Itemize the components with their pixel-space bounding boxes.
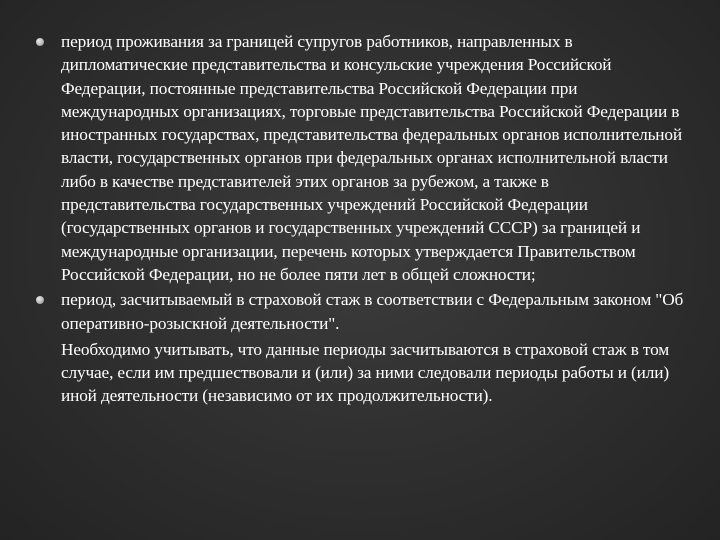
bullet-text: период проживания за границей супругов работников, направленных в дипломатические представительства и консульские учреждения Российской Федерации, постоянные представительства Российской Федерации при международных организациях, торговые представительства Российской Федерации в иностранных государствах, представительства федеральных органов исполнительной власти, государственных органов при федеральных органах исполнительной власти либо в качестве представителей этих органов за рубежом, а также в представительства государственных учреждений Российской Федерации (государственных органов и государственных учреждений СССР) за границей и международные организации, перечень которых утверждается Правительством Российской Федерации, но не более пяти лет в общей сложности; xyxy=(61,32,682,284)
bullet-item-operative-search xyxy=(36,288,686,335)
bullet-item-spouse-abroad xyxy=(36,30,686,286)
bullet-text: период, засчитываемый в страховой стаж в соответствии с Федеральным законом "Об оперативно-розыскной деятельности". xyxy=(61,290,684,333)
bullet-icon xyxy=(36,38,44,46)
note-text: Необходимо учитывать, что данные периоды засчитываются в страховой стаж в том случае, если им предшествовали и (или) за ними следовали периоды работы и (или) иной деятельности (независимо от их продолжительности). xyxy=(61,339,670,406)
bullet-list xyxy=(36,30,686,408)
bullet-icon xyxy=(36,296,44,304)
note-paragraph xyxy=(36,338,686,408)
